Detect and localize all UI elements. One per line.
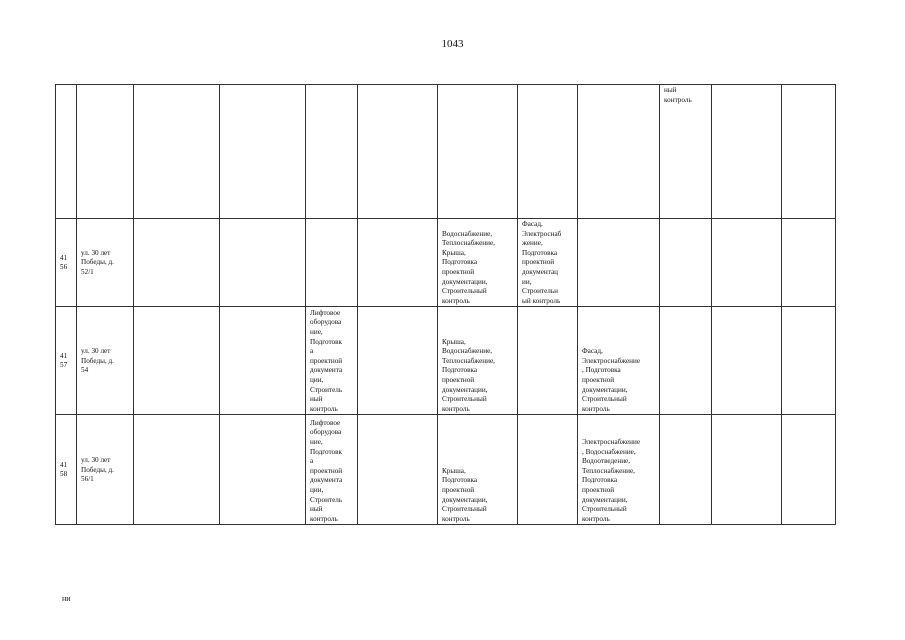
cell (660, 307, 712, 415)
table-row (56, 415, 836, 525)
cell-num: 41 56 (56, 219, 77, 307)
cell-works-a (306, 219, 358, 307)
cell (358, 219, 438, 307)
table-row (56, 219, 836, 307)
cell (220, 415, 306, 525)
cell (782, 415, 836, 525)
cell-address (77, 85, 134, 219)
cell (358, 85, 438, 219)
cell (782, 307, 836, 415)
cell (438, 85, 518, 219)
cell-address: ул. 30 лет Победы, д. 56/1 (77, 415, 134, 525)
table-row (56, 307, 836, 415)
cell (306, 85, 358, 219)
cell-num: 41 57 (56, 307, 77, 415)
cell (660, 415, 712, 525)
cell-num (56, 85, 77, 219)
cell (134, 307, 220, 415)
works-table (55, 84, 836, 525)
cell (134, 415, 220, 525)
cell-works-d: Электроснабжение , Водоснабжение, Водоотведение, Теплоснабжение, Подготовка проектной документации, Строительный контроль (578, 415, 660, 525)
cell-works-c: Фасад, Электроснаб жение, Подготовка проектной документац ии, Строительн ый контроль (518, 219, 578, 307)
cell-works-c (518, 415, 578, 525)
cell (358, 415, 438, 525)
cell (578, 85, 660, 219)
cell (358, 307, 438, 415)
cell-works-b: Крыша, Подготовка проектной документации, Строительный контроль (438, 415, 518, 525)
cell-address: ул. 30 лет Победы, д. 52/1 (77, 219, 134, 307)
footer-mark: ни (62, 594, 71, 603)
cell-works-a: Лифтовое оборудова ние, Подготовк а проектной документа ции, Строитель ный контроль (306, 415, 358, 525)
cell (220, 219, 306, 307)
cell (712, 307, 782, 415)
cell-continued-text: ный контроль (660, 85, 712, 219)
cell-works-b: Водоснабжение, Теплоснабжение, Крыша, Подготовка проектной документации, Строительный контроль (438, 219, 518, 307)
cell (134, 219, 220, 307)
cell (712, 415, 782, 525)
cell (220, 85, 306, 219)
page-number: 1043 (441, 38, 464, 50)
cell (782, 219, 836, 307)
cell-works-d (578, 219, 660, 307)
cell (518, 85, 578, 219)
cell-works-b: Крыша, Водоснабжение, Теплоснабжение, Подготовка проектной документации, Строительный контроль (438, 307, 518, 415)
cell-works-d: Фасад, Электроснабжение , Подготовка проектной документации, Строительный контроль (578, 307, 660, 415)
cell-num: 41 58 (56, 415, 77, 525)
cell (712, 219, 782, 307)
table-row-continued (56, 85, 836, 219)
cell (134, 85, 220, 219)
cell (782, 85, 836, 219)
cell-works-a: Лифтовое оборудова ние, Подготовк а проектной документа ции, Строитель ный контроль (306, 307, 358, 415)
cell (220, 307, 306, 415)
cell (660, 219, 712, 307)
cell-address: ул. 30 лет Победы, д. 54 (77, 307, 134, 415)
cell-works-c (518, 307, 578, 415)
cell (712, 85, 782, 219)
